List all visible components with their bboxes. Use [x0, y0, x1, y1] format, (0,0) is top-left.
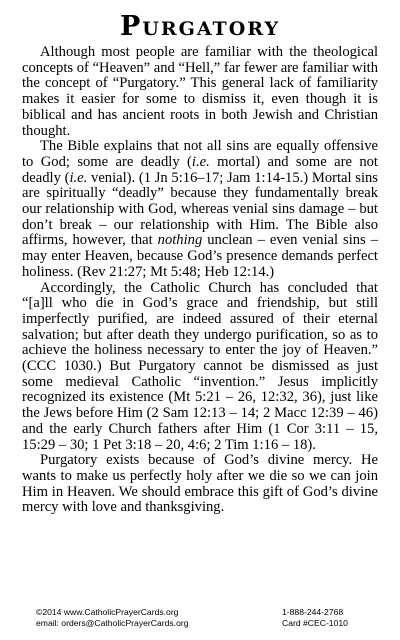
- paragraph-text: mortal) and some are not deadly (: [22, 153, 378, 186]
- paragraph-text: unclean – even venial sins – may enter Heaven, because God’s presence demands perfect holiness. (Rev 21:27; Mt 5:48; Heb 12:14.): [22, 232, 378, 280]
- body-paragraph: [22, 45, 378, 139]
- copyright-text: ©2014 www.CatholicPrayerCards.org: [36, 607, 179, 617]
- paragraph-text: venial). (1 Jn 5:16–17; Jam 1:14-15.) Mortal sins are spiritually “deadly” because they fundamentally break our relationship with God, whereas venial sins damage – but don’t break – our relationship with Him. The Bible also affirms, however, that: [22, 169, 378, 249]
- paragraph-text: Although most people are familiar with the theological concepts of “Heaven” and “Hell,” far fewer are familiar with the concept of “Purgatory.” This general lack of familiarity makes it easier for some to dismiss it, even though it is biblical and has ancient roots in both Jewish and Christian thought.: [22, 44, 378, 139]
- footer-row-2: [36, 618, 374, 629]
- email-text: email: orders@CatholicPrayerCards.org: [36, 618, 189, 628]
- italic-text: i.e.: [191, 153, 210, 170]
- body-paragraph: [22, 139, 378, 280]
- card-footer: [36, 607, 374, 629]
- italic-text: nothing: [157, 232, 203, 249]
- body-paragraph: [22, 281, 378, 454]
- body-paragraph: [22, 453, 378, 516]
- phone-number: 1-888-244-2768: [282, 607, 344, 617]
- footer-row-1: [36, 607, 374, 618]
- italic-text: i.e.: [69, 169, 88, 186]
- paragraph-text: Accordingly, the Catholic Church has concluded that “[a]ll who die in God’s grace and friendship, but still imperfectly purified, are indeed assured of their eternal salvation; but after death they undergo purification, so as to achieve the holiness necessary to enter the joy of Heaven.” (CCC 1030.) But Purgatory cannot be dismissed as just some medieval Catholic “invention.” Jesus implicitly recognized its existence (Mt 5:21 – 26, 12:32, 36), just like the Jews before Him (2 Sam 12:13 – 14; 2 Macc 12:39 – 46) and the early Church fathers after Him (1 Cor 3:11 – 15, 15:29 – 30; 1 Pet 3:18 – 20, 4:6; 2 Tim 1:16 – 18).: [22, 279, 378, 453]
- card-body: [22, 45, 378, 516]
- card-number: Card #CEC-1010: [282, 618, 348, 628]
- card-title: Purgatory: [119, 11, 281, 42]
- paragraph-text: Purgatory exists because of God’s divine mercy. He wants to make us perfectly holy after we die so we can join Him in Heaven. We should embrace this gift of God’s divine mercy with love and thanksgiving.: [22, 452, 378, 516]
- paragraph-text: The Bible explains that not all sins are equally offensive to God; some are deadly (: [22, 138, 378, 170]
